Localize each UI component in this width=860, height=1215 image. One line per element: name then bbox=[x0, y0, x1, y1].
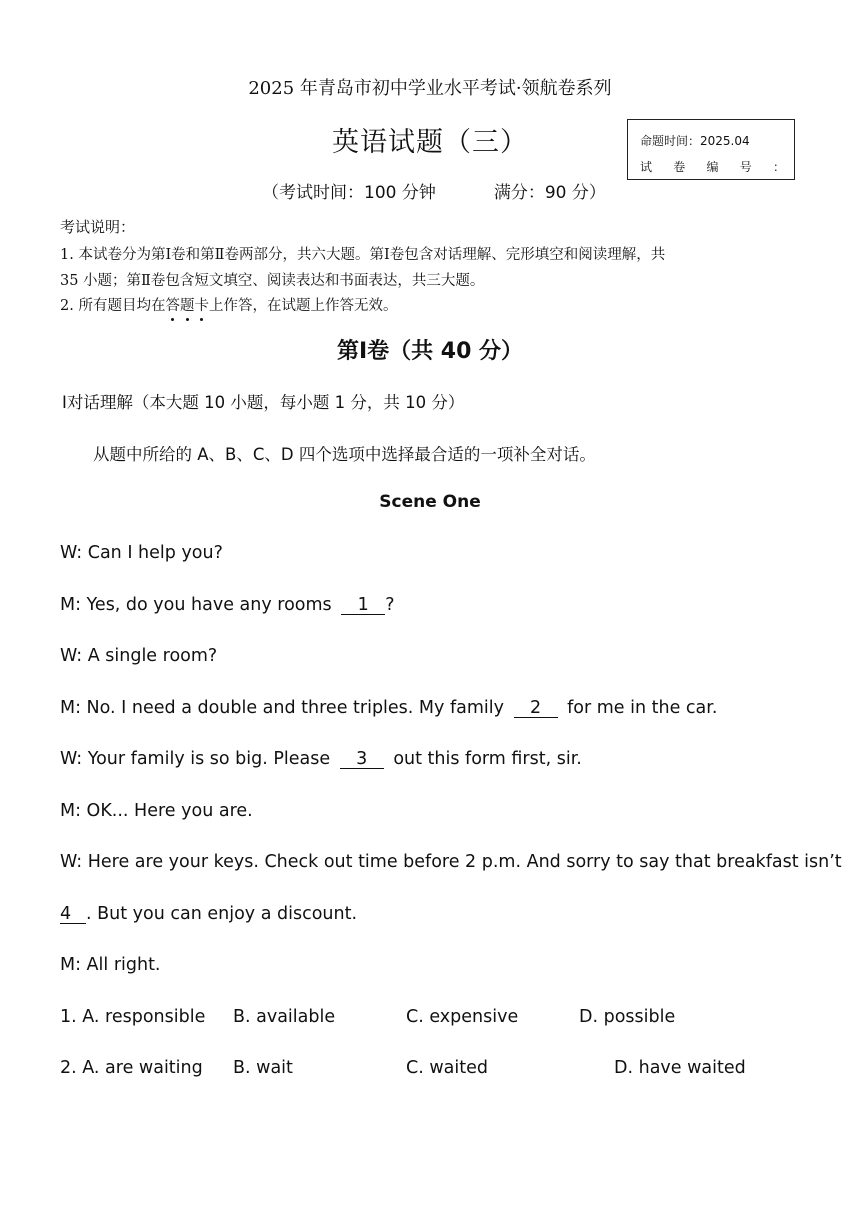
dialogue-line: M: Yes, do you have any rooms 1 ? bbox=[60, 595, 395, 615]
exam-duration-score bbox=[262, 178, 606, 203]
paper-number-label: 试 卷 编 号 ： bbox=[640, 160, 785, 174]
blank-2: 2 bbox=[514, 699, 558, 718]
exam-title: 英语试题（三） bbox=[332, 127, 528, 158]
dialogue-line: W: A single room? bbox=[60, 646, 218, 666]
note-line: 1. 本试卷分为第Ⅰ卷和第Ⅱ卷两部分，共六大题。第Ⅰ卷包含对话理解、完形填空和阅读理解，共 bbox=[60, 247, 666, 263]
option-c: C. expensive bbox=[406, 1007, 519, 1027]
dialogue-line: W: Your family is so big. Please 3 out this form first, sir. bbox=[60, 749, 582, 769]
dialogue-line: 4 . But you can enjoy a discount. bbox=[60, 904, 358, 924]
option-d: D. possible bbox=[579, 1007, 676, 1027]
emphasis-char: 答 bbox=[165, 294, 180, 315]
blank-3: 3 bbox=[340, 750, 384, 769]
dialogue-line: M: No. I need a double and three triples. My family 2 for me in the car. bbox=[60, 698, 718, 718]
section-heading: Ⅰ对话理解（本大题 10 小题，每小题 1 分，共 10 分） bbox=[62, 393, 465, 412]
option-b: B. available bbox=[233, 1007, 336, 1027]
scene-title: Scene One bbox=[379, 492, 481, 512]
dialogue-line: W: Can I help you? bbox=[60, 543, 223, 563]
option-a: 2. A. are waiting bbox=[60, 1058, 203, 1078]
exam-series-title: 2025 年青岛市初中学业水平考试·领航卷系列 bbox=[248, 78, 612, 99]
dialogue-line: M: All right. bbox=[60, 955, 161, 975]
blank-1: 1 bbox=[341, 596, 385, 615]
emphasis-char: 题 bbox=[180, 294, 195, 315]
note-line: 2. 所有题目均在答题卡上作答，在试题上作答无效。 bbox=[60, 294, 397, 315]
part-one-title: 第Ⅰ卷（共 40 分） bbox=[336, 339, 524, 364]
dialogue-line: M: OK... Here you are. bbox=[60, 801, 253, 821]
full-score: 满分：90 分） bbox=[493, 183, 606, 203]
option-d: D. have waited bbox=[614, 1058, 746, 1078]
exam-info-box bbox=[627, 119, 795, 180]
note-line: 35 小题；第Ⅱ卷包含短文填空、阅读表达和书面表达，共三大题。 bbox=[60, 273, 485, 289]
blank-4: 4 bbox=[60, 905, 86, 924]
notes-heading: 考试说明： bbox=[60, 218, 136, 236]
emphasis-char: 卡 bbox=[194, 294, 209, 315]
compose-date: 命题时间：2025.04 bbox=[640, 134, 750, 148]
option-a: 1. A. responsible bbox=[60, 1007, 206, 1027]
time-limit: （考试时间：100 分钟 bbox=[262, 183, 436, 203]
option-b: B. wait bbox=[233, 1058, 293, 1078]
section-instruction: 从题中所给的 A、B、C、D 四个选项中选择最合适的一项补全对话。 bbox=[93, 445, 596, 464]
dialogue-line: W: Here are your keys. Check out time before 2 p.m. And sorry to say that breakfast isn’t bbox=[60, 852, 842, 872]
option-c: C. waited bbox=[406, 1058, 488, 1078]
